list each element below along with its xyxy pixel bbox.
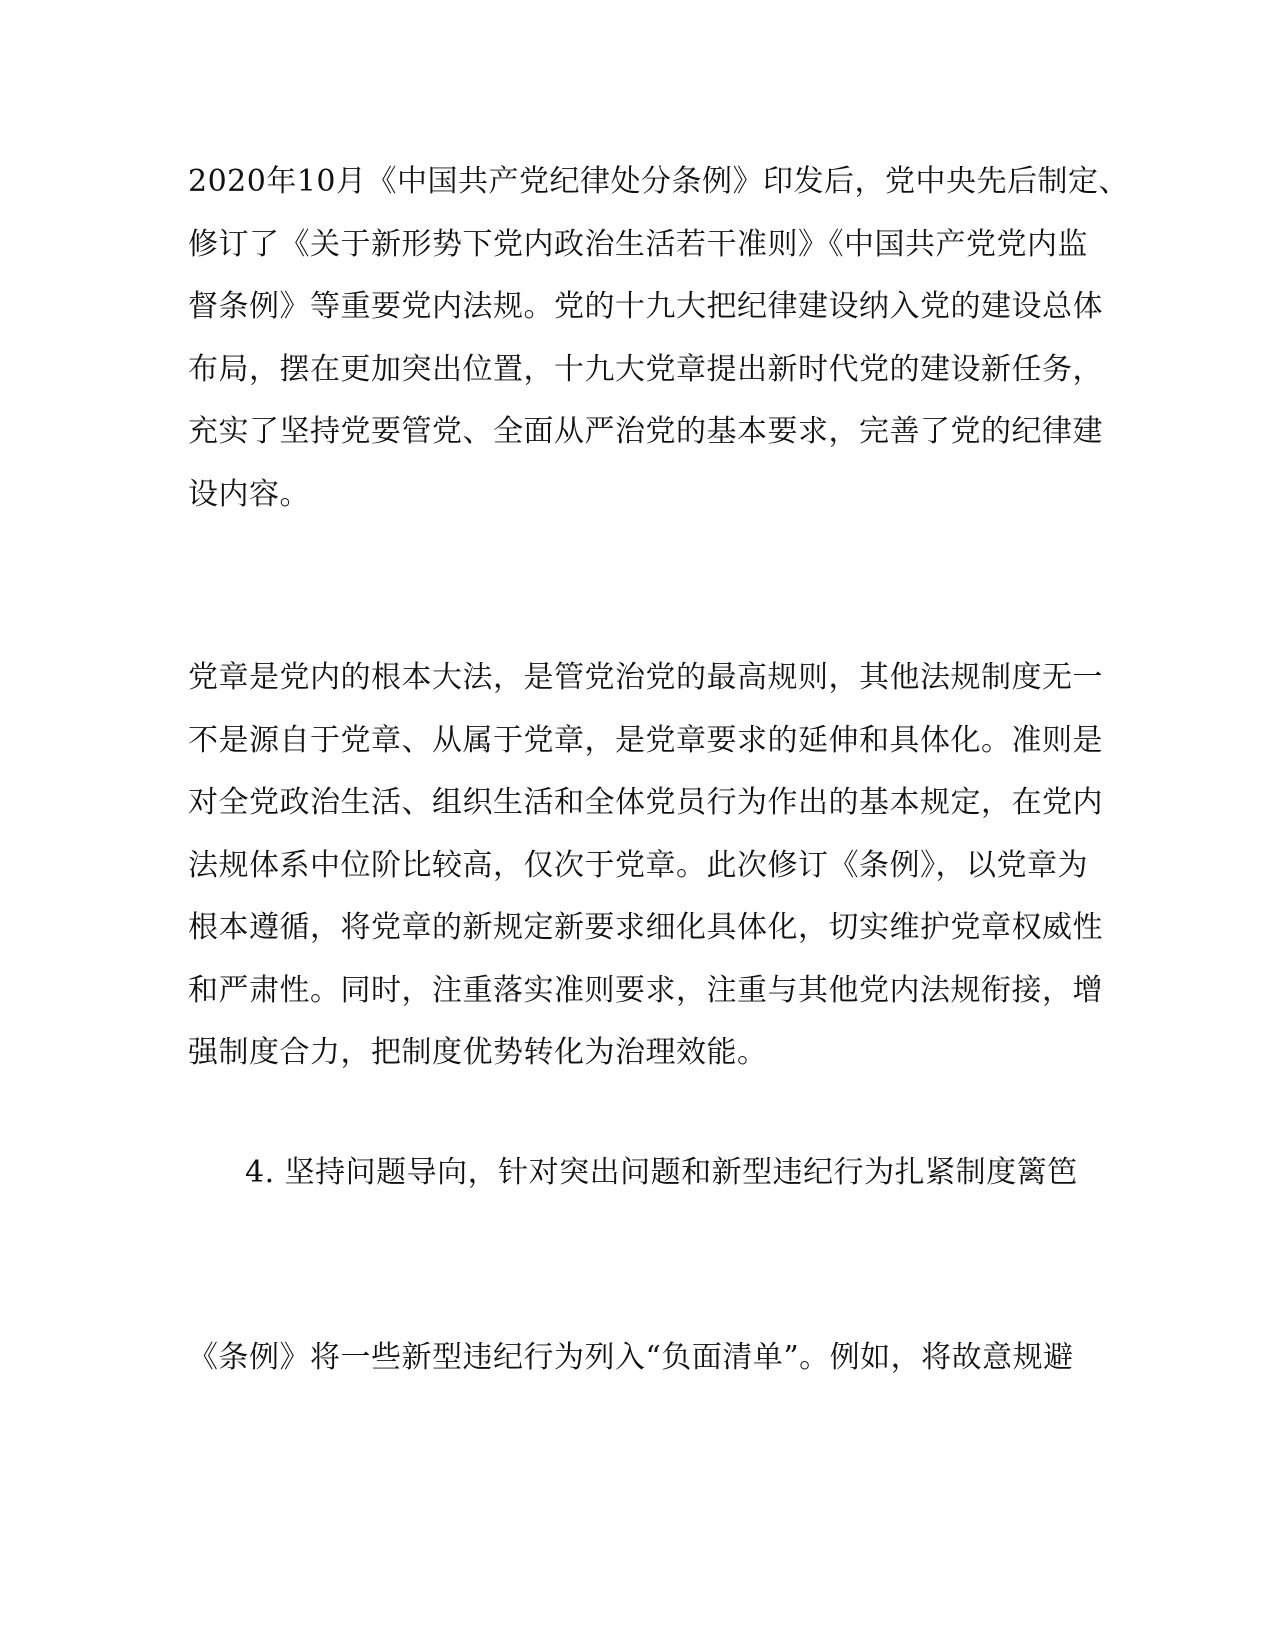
section-heading: 4. 坚持问题导向，针对突出问题和新型违纪行为扎紧制度篱笆	[245, 1155, 1078, 1190]
paragraph-line: 修订了《关于新形势下党内政治生活若干准则》《中国共产党党内监	[188, 227, 1088, 262]
paragraph-line: 督条例》等重要党内法规。党的十九大把纪律建设纳入党的建设总体	[188, 289, 1103, 324]
paragraph-line: 根本遵循，将党章的新规定新要求细化具体化，切实维护党章权威性	[188, 910, 1103, 945]
paragraph-line: 对全党政治生活、组织生活和全体党员行为作出的基本规定，在党内	[188, 785, 1103, 820]
paragraph-line: 《条例》将一些新型违纪行为列入“负面清单”。例如，将故意规避	[188, 1340, 1074, 1375]
paragraph-line: 强制度合力，把制度优势转化为治理效能。	[188, 1035, 768, 1070]
paragraph-line: 法规体系中位阶比较高，仅次于党章。此次修订《条例》，以党章为	[188, 848, 1088, 883]
paragraph-line: 布局，摆在更加突出位置，十九大党章提出新时代党的建设新任务，	[188, 352, 1103, 387]
paragraph-line: 2020年10月《中国共产党纪律处分条例》印发后，党中央先后制定、	[188, 164, 1130, 199]
paragraph-line: 充实了坚持党要管党、全面从严治党的基本要求，完善了党的纪律建	[188, 414, 1103, 449]
paragraph-line: 不是源自于党章、从属于党章，是党章要求的延伸和具体化。准则是	[188, 723, 1103, 758]
paragraph-line: 设内容。	[188, 477, 310, 512]
paragraph-line: 党章是党内的根本大法，是管党治党的最高规则，其他法规制度无一	[188, 660, 1103, 695]
paragraph-line: 和严肃性。同时，注重落实准则要求，注重与其他党内法规衔接，增	[188, 973, 1103, 1008]
